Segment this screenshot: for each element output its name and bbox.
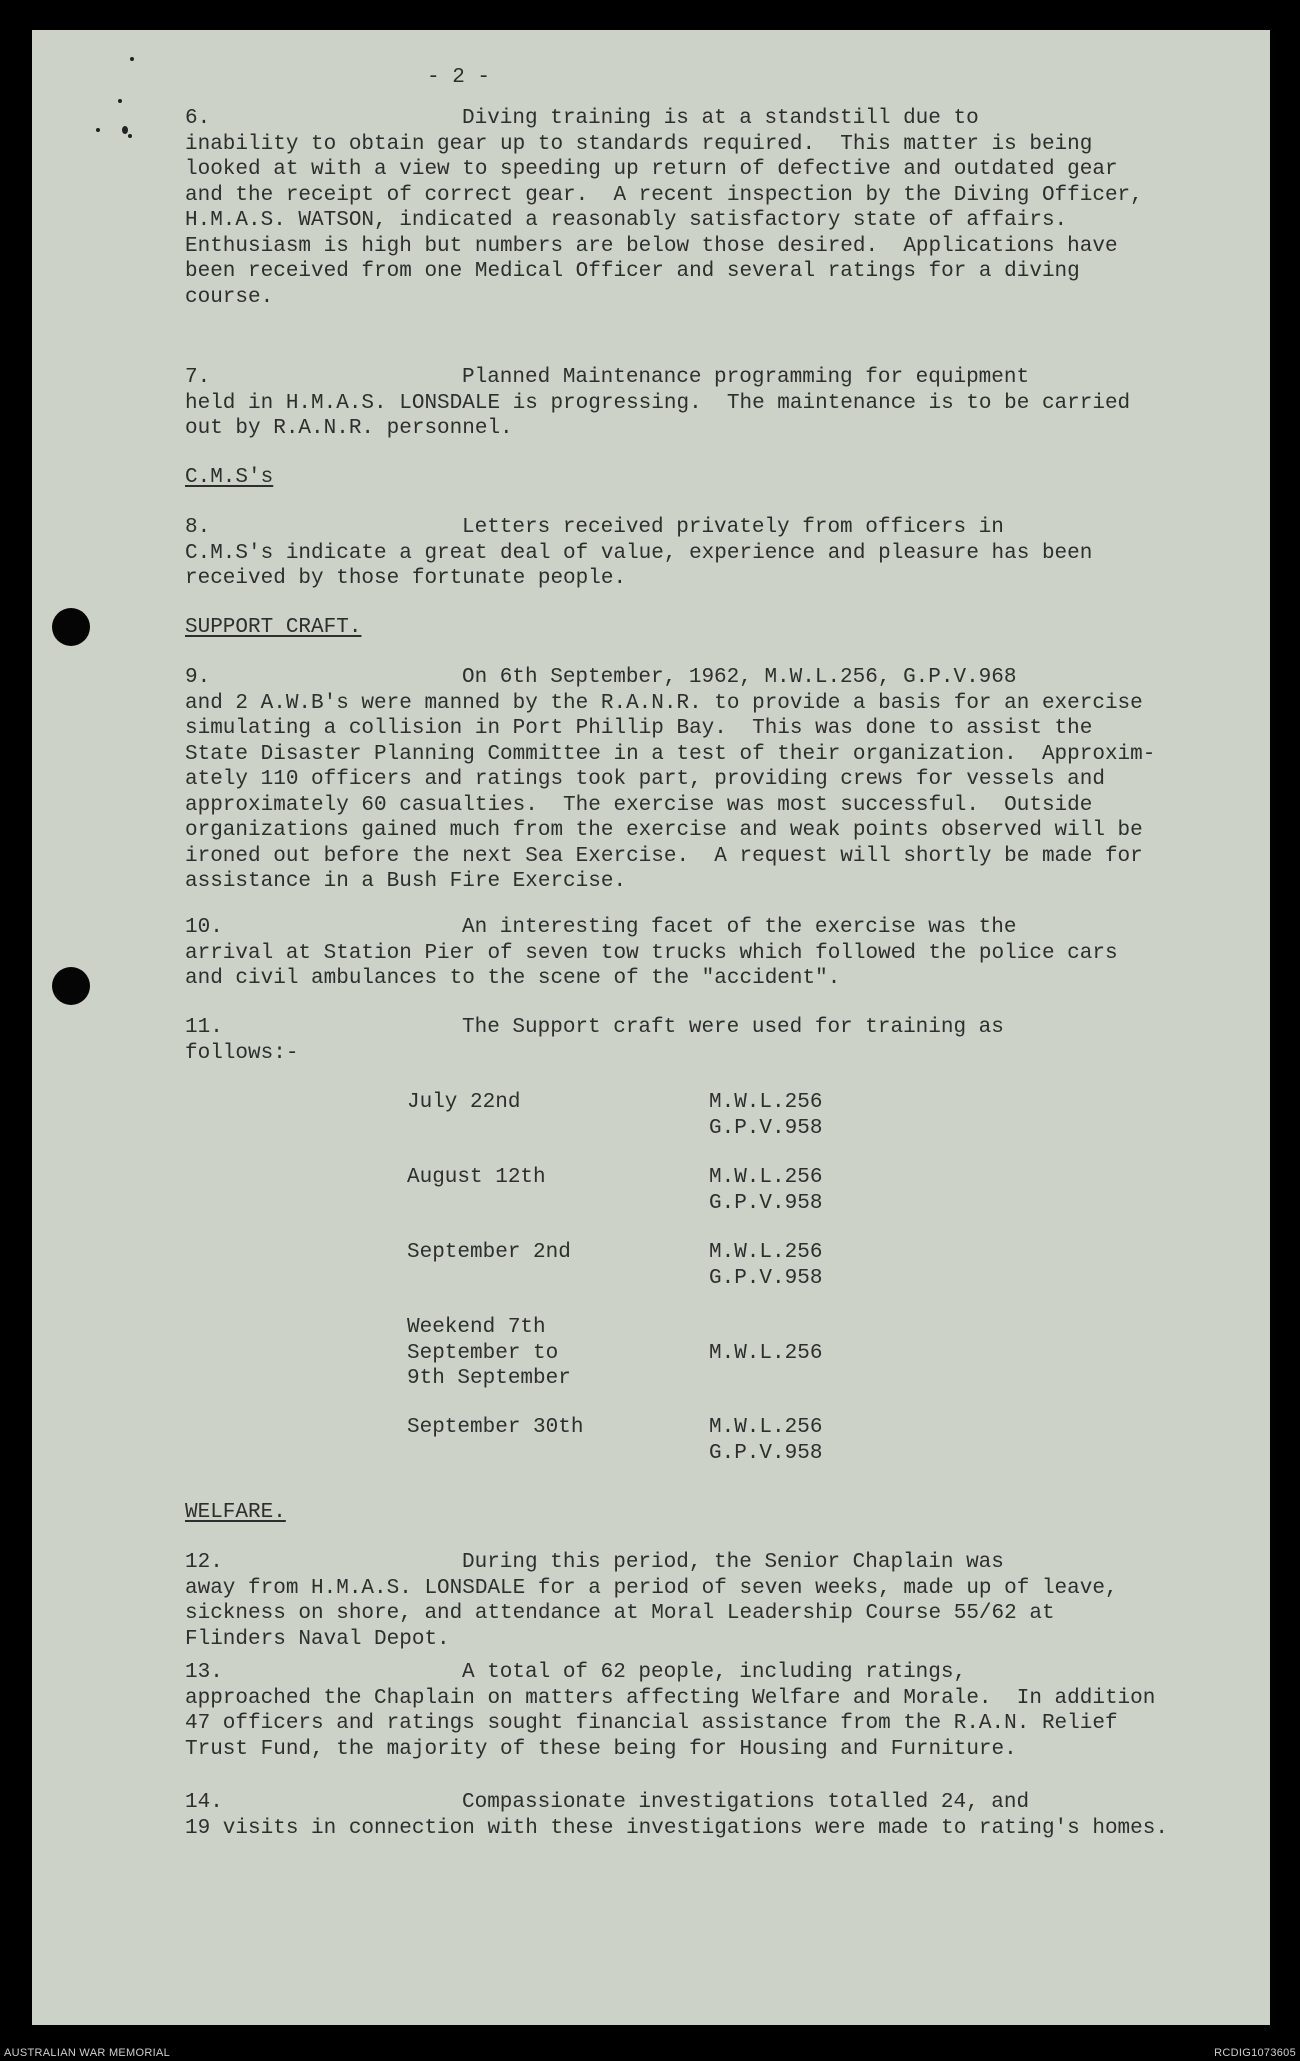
paragraph-line: C.M.S's indicate a great deal of value, experience and pleasure has been bbox=[185, 541, 1093, 565]
paragraph-line: approached the Chaplain on matters affecting Welfare and Morale. In addition bbox=[185, 1686, 1156, 1710]
paragraph-line: received by those fortunate people. bbox=[185, 567, 627, 590]
paragraph-line: 47 officers and ratings sought financial assistance from the R.A.N. Relief bbox=[185, 1712, 1118, 1735]
paragraph-line: The Support craft were used for training as bbox=[462, 1016, 1004, 1039]
paragraph-line: and 2 A.W.B's were manned by the R.A.N.R. to provide a basis for an exercise bbox=[185, 691, 1143, 715]
schedule-craft: G.P.V.958 bbox=[709, 1191, 823, 1215]
paragraph-number: 13. bbox=[185, 1661, 223, 1684]
paragraph-line: Diving training is at a standstill due to bbox=[462, 107, 979, 130]
schedule-craft: M.W.L.256 bbox=[709, 1341, 823, 1365]
paragraph-line: Compassionate investigations totalled 24, and bbox=[462, 1791, 1030, 1814]
paragraph-line: Trust Fund, the majority of these being for Housing and Furniture. bbox=[185, 1737, 1017, 1761]
paragraph-line: An interesting facet of the exercise was the bbox=[462, 916, 1017, 939]
paper-speck bbox=[130, 57, 134, 61]
paragraph-line: looked at with a view to speeding up return of defective and outdated gear bbox=[185, 158, 1118, 181]
schedule-craft: M.W.L.256 bbox=[709, 1166, 823, 1189]
paragraph-line: assistance in a Bush Fire Exercise. bbox=[185, 870, 627, 893]
paragraph-line: out by R.A.N.R. personnel. bbox=[185, 417, 513, 440]
paper-speck bbox=[128, 134, 132, 138]
schedule-date: August 12th bbox=[407, 1166, 546, 1189]
paragraph-line: State Disaster Planning Committee in a test of their organization. Approxim- bbox=[185, 742, 1156, 766]
paragraph-line: organizations gained much from the exercise and weak points observed will be bbox=[185, 819, 1143, 842]
paragraph-line: Letters received privately from officers in bbox=[462, 516, 1004, 539]
paragraph-line: simulating a collision in Port Phillip Bay. This was done to assist the bbox=[185, 717, 1093, 740]
paragraph-line: ironed out before the next Sea Exercise. A request will shortly be made for bbox=[185, 844, 1143, 868]
page-number: - 2 - bbox=[427, 66, 491, 89]
paragraph-line: During this period, the Senior Chaplain was bbox=[462, 1551, 1004, 1574]
schedule-date: September 2nd bbox=[407, 1241, 571, 1264]
schedule-date: September to bbox=[407, 1341, 559, 1365]
schedule-date: September 30th bbox=[407, 1416, 584, 1439]
section-heading: SUPPORT CRAFT. bbox=[185, 616, 362, 639]
paragraph-line: Planned Maintenance programming for equipment bbox=[462, 366, 1030, 389]
schedule-date: July 22nd bbox=[407, 1091, 521, 1114]
schedule-date: 9th September bbox=[407, 1367, 571, 1390]
schedule-craft: M.W.L.256 bbox=[709, 1091, 823, 1114]
schedule-craft: M.W.L.256 bbox=[709, 1241, 823, 1264]
paragraph-line: inability to obtain gear up to standards required. This matter is being bbox=[185, 132, 1093, 156]
paragraph-number: 10. bbox=[185, 916, 223, 939]
paper-speck bbox=[122, 126, 128, 134]
paragraph-line: A total of 62 people, including ratings, bbox=[462, 1661, 967, 1684]
paragraph-number: 12. bbox=[185, 1551, 223, 1574]
paragraph-line: approximately 60 casualties. The exercise was most successful. Outside bbox=[185, 793, 1093, 817]
paragraph-line: away from H.M.A.S. LONSDALE for a period of seven weeks, made up of leave, bbox=[185, 1576, 1118, 1600]
paragraph-number: 7. bbox=[185, 366, 211, 389]
punch-hole-bottom bbox=[52, 967, 90, 1005]
schedule-date: Weekend 7th bbox=[407, 1316, 546, 1339]
paper-speck bbox=[118, 99, 122, 103]
paragraph-line: course. bbox=[185, 285, 274, 309]
paragraph-line: sickness on shore, and attendance at Moral Leadership Course 55/62 at bbox=[185, 1602, 1055, 1625]
paragraph-line: and the receipt of correct gear. A recent inspection by the Diving Officer, bbox=[185, 183, 1143, 207]
schedule-craft: M.W.L.256 bbox=[709, 1416, 823, 1439]
paragraph-line: 19 visits in connection with these investigations were made to rating's homes. bbox=[185, 1816, 1168, 1840]
paragraph-line: Enthusiasm is high but numbers are below those desired. Applications have bbox=[185, 234, 1118, 258]
document-page bbox=[32, 30, 1270, 2025]
paragraph-number: 14. bbox=[185, 1791, 223, 1814]
punch-hole-top bbox=[52, 608, 90, 646]
schedule-craft: G.P.V.958 bbox=[709, 1441, 823, 1465]
section-heading: C.M.S's bbox=[185, 466, 274, 489]
footer-record-id: RCDIG1073605 bbox=[1214, 2047, 1296, 2059]
paragraph-line: been received from one Medical Officer and several ratings for a diving bbox=[185, 260, 1080, 283]
paragraph-line: follows:- bbox=[185, 1041, 299, 1065]
paragraph-line: held in H.M.A.S. LONSDALE is progressing. The maintenance is to be carried bbox=[185, 391, 1131, 415]
section-heading: WELFARE. bbox=[185, 1501, 286, 1524]
paragraph-number: 9. bbox=[185, 666, 211, 689]
paragraph-line: ately 110 officers and ratings took part, providing crews for vessels and bbox=[185, 768, 1105, 791]
schedule-craft: G.P.V.958 bbox=[709, 1266, 823, 1290]
paragraph-number: 11. bbox=[185, 1016, 223, 1039]
paragraph-line: H.M.A.S. WATSON, indicated a reasonably satisfactory state of affairs. bbox=[185, 209, 1068, 232]
paragraph-line: arrival at Station Pier of seven tow trucks which followed the police cars bbox=[185, 941, 1118, 965]
paper-speck bbox=[96, 128, 100, 132]
paragraph-line: Flinders Naval Depot. bbox=[185, 1627, 450, 1651]
paragraph-number: 8. bbox=[185, 516, 211, 539]
paragraph-number: 6. bbox=[185, 107, 211, 130]
paragraph-line: and civil ambulances to the scene of the "accident". bbox=[185, 967, 841, 990]
paragraph-line: On 6th September, 1962, M.W.L.256, G.P.V.968 bbox=[462, 666, 1017, 689]
footer-archive-label: AUSTRALIAN WAR MEMORIAL bbox=[4, 2047, 171, 2059]
schedule-craft: G.P.V.958 bbox=[709, 1116, 823, 1140]
